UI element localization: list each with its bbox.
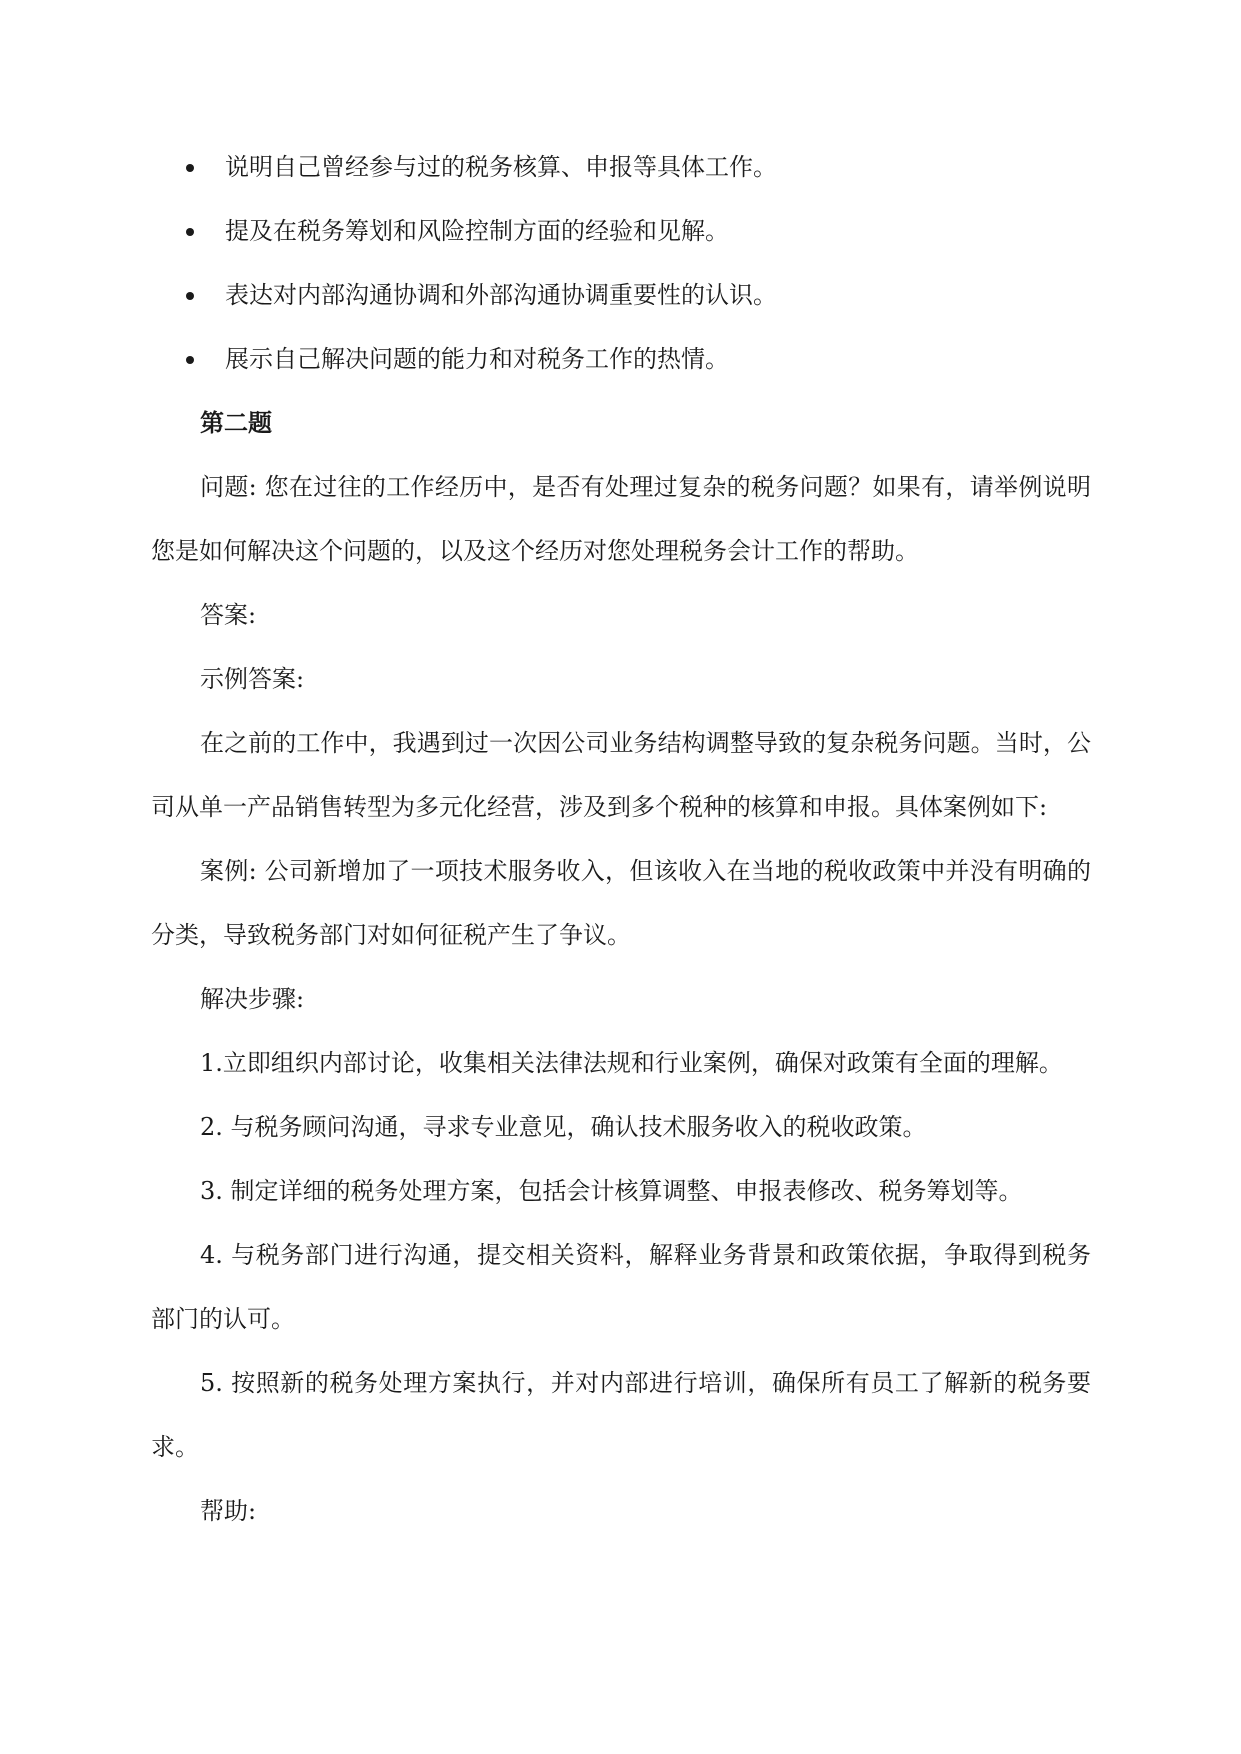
step-item: 5. 按照新的税务处理方案执行，并对内部进行培训，确保所有员工了解新的税务要求。	[151, 1369, 1091, 1461]
step-item: 2. 与税务顾问沟通，寻求专业意见，确认技术服务收入的税收政策。	[200, 1113, 927, 1141]
steps-label: 解决步骤:	[200, 985, 305, 1013]
bullet-text: 表达对内部沟通协调和外部沟通协调重要性的认识。	[225, 281, 777, 309]
intro-paragraph: 在之前的工作中，我遇到过一次因公司业务结构调整导致的复杂税务问题。当时，公司从单一产品销售转型为多元化经营，涉及到多个税种的核算和申报。具体案例如下:	[151, 729, 1091, 821]
question-paragraph: 问题: 您在过往的工作经历中，是否有处理过复杂的税务问题？如果有，请举例说明您是如何解决这个问题的，以及这个经历对您处理税务会计工作的帮助。	[151, 473, 1091, 565]
section-heading: 第二题	[200, 408, 272, 437]
help-label: 帮助:	[200, 1497, 257, 1525]
bullet-text: 说明自己曾经参与过的税务核算、申报等具体工作。	[225, 153, 777, 181]
answer-label: 答案:	[200, 601, 257, 629]
bullet-icon	[186, 292, 194, 300]
bullet-text: 提及在税务筹划和风险控制方面的经验和见解。	[225, 217, 729, 245]
step-item: 3. 制定详细的税务处理方案，包括会计核算调整、申报表修改、税务筹划等。	[200, 1177, 1023, 1205]
sample-answer-label: 示例答案:	[200, 665, 305, 693]
step-item: 4. 与税务部门进行沟通，提交相关资料，解释业务背景和政策依据，争取得到税务部门的认可。	[151, 1241, 1091, 1333]
bullet-icon	[186, 164, 194, 172]
bullet-icon	[186, 228, 194, 236]
bullet-text: 展示自己解决问题的能力和对税务工作的热情。	[225, 345, 729, 373]
case-paragraph: 案例: 公司新增加了一项技术服务收入，但该收入在当地的税收政策中并没有明确的分类，导致税务部门对如何征税产生了争议。	[151, 857, 1091, 949]
bullet-icon	[186, 356, 194, 364]
step-item: 1.立即组织内部讨论，收集相关法律法规和行业案例，确保对政策有全面的理解。	[200, 1049, 1063, 1077]
